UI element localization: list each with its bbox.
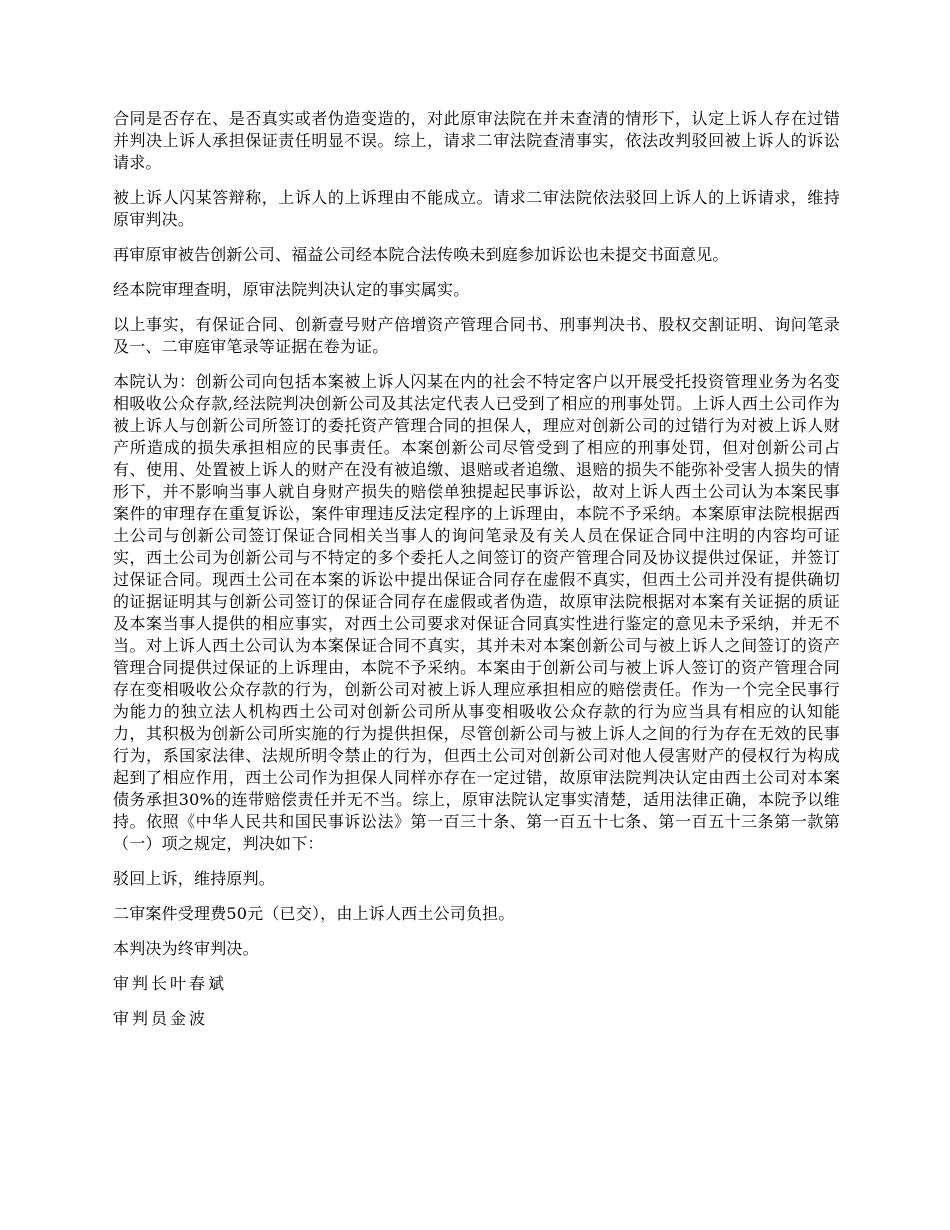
paragraph-facts-found: 经本院审理查明，原审法院判决认定的事实属实。: [113, 280, 470, 299]
paragraph-appeal-claim: 合同是否存在、是否真实或者伪造变造的，对此原审法院在并未查清的情形下，认定上诉人存在过错并判决上诉人承担保证责任明显不误。综上，请求二审法院查清事实，依法改判驳回被上诉人的诉讼请求。: [113, 109, 840, 172]
signature-presiding-judge: 审判长叶春斌: [113, 974, 228, 993]
paragraph-court-opinion: 本院认为：创新公司向包括本案被上诉人闪某在内的社会不特定客户以开展受托投资管理业务为名变相吸收公众存款,经法院判决创新公司及其法定代表人已受到了相应的刑事处罚。上诉人西土公司作为被上诉人与创新公司所签订的委托资产管理合同的担保人，理应对创新公司的过错行为对被上诉人财产所造成的损失承担相应的民事责任。本案创新公司尽管受到了相应的刑事处罚，但对创新公司占有、使用、处置被上诉人的财产在没有被追缴、退赔或者追缴、退赔的损失不能弥补受害人损失的情形下，并不影响当事人就自身财产损失的赔偿单独提起民事诉讼，故对上诉人西土公司认为本案民事案件的审理存在重复诉讼，案件审理违反法定程序的上诉理由，本院不予采纳。本案原审法院根据西土公司与创新公司签订保证合同相关当事人的询问笔录及有关人员在保证合同中注明的内容均可证实，西土公司为创新公司与不特定的多个委托人之间签订的资产管理合同及协议提供过保证，并签订过保证合同。现西土公司在本案的诉讼中提出保证合同存在虚假不真实，但西土公司并没有提供确切的证据证明其与创新公司签订的保证合同存在虚假或者伪造，故原审法院根据对本案有关证据的质证及本案当事人提供的相应事实，对西土公司要求对保证合同真实性进行鉴定的意见未予采纳，并无不当。对上诉人西土公司认为本案保证合同不真实，其并未对本案创新公司与被上诉人之间签订的资产管理合同提供过保证的上诉理由，本院不予采纳。本案由于创新公司与被上诉人签订的资产管理合同存在变相吸收公众存款的行为，创新公司对被上诉人理应承担相应的赔偿责任。作为一个完全民事行为能力的独立法人机构西土公司对创新公司所从事变相吸收公众存款的行为应当具有相应的认知能力，其积极为创新公司所实施的行为提供担保，尽管创新公司与被上诉人之间的行为存在无效的民事行为，系国家法律、法规所明令禁止的行为，但西土公司对创新公司对他人侵害财产的侵权行为构成起到了相应作用，西土公司作为担保人同样亦存在一定过错，故原审法院判决认定由西土公司对本案债务承担30%的连带赔偿责任并无不当。综上，原审法院认定事实清楚，适用法律正确，本院予以维持。依照《中华人民共和国民事诉讼法》第一百三十条、第一百五十七条、第一百五十三条第一款第（一）项之规定，判决如下：: [113, 372, 840, 853]
paragraph-absent-defendants: 再审原审被告创新公司、福益公司经本院合法传唤未到庭参加诉讼也未提交书面意见。: [113, 245, 729, 264]
paragraph-judgment: 驳回上诉，维持原判。: [113, 869, 276, 888]
paragraph-evidence: 以上事实，有保证合同、创新壹号财产倍增资产管理合同书、刑事判决书、股权交割证明、询问笔录及一、二审庭审笔录等证据在卷为证。: [113, 315, 840, 356]
signature-judge: 审判员金波: [113, 1009, 209, 1028]
paragraph-appellee-defense: 被上诉人闪某答辩称，上诉人的上诉理由不能成立。请求二审法院依法驳回上诉人的上诉请求，维持原审判决。: [113, 188, 840, 229]
paragraph-final-judgment: 本判决为终审判决。: [113, 939, 259, 958]
paragraph-court-fee: 二审案件受理费50元（已交），由上诉人西土公司负担。: [113, 904, 515, 923]
